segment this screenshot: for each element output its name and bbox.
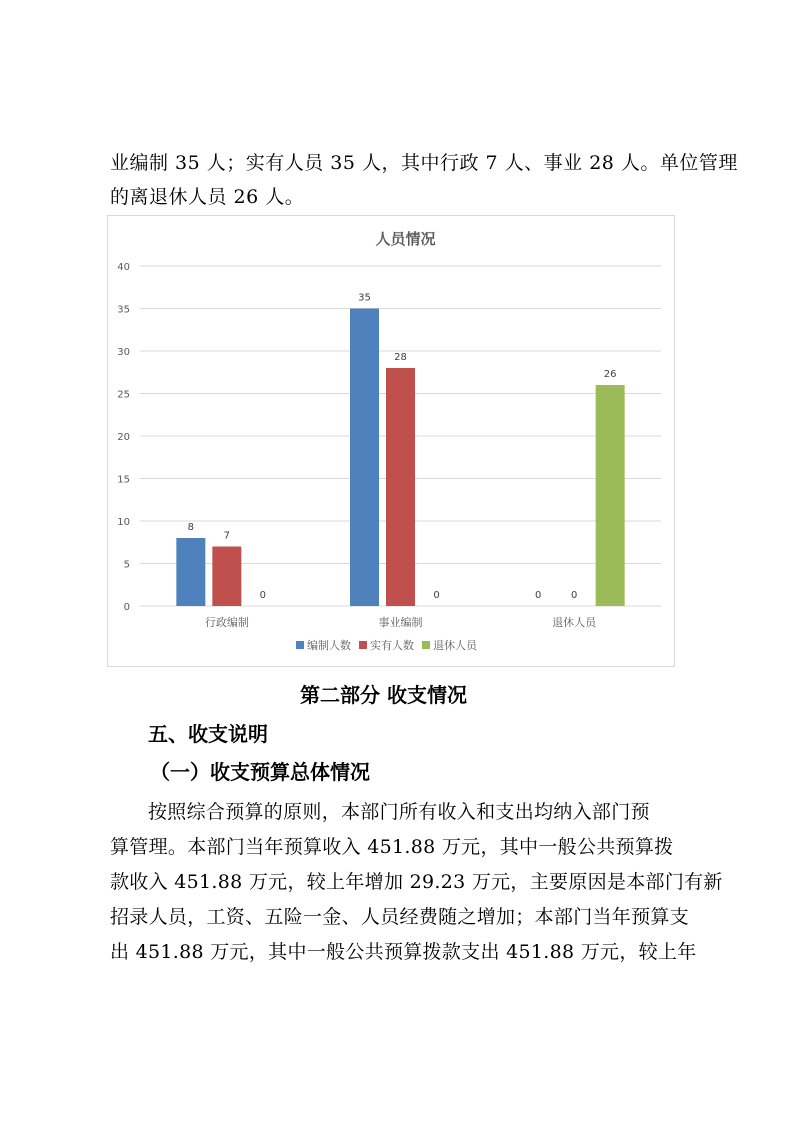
legend-swatch <box>296 641 304 649</box>
data-label: 7 <box>223 530 231 542</box>
data-label: 0 <box>534 590 542 601</box>
data-label: 0 <box>570 590 578 601</box>
data-label: 35 <box>358 292 371 304</box>
y-tick-label: 10 <box>117 517 130 528</box>
subsection-heading: （一）收支预算总体情况 <box>150 760 370 784</box>
data-label: 26 <box>603 369 617 380</box>
category-label: 行政编制 <box>204 616 249 629</box>
data-label: 8 <box>187 522 195 533</box>
y-tick-label: 15 <box>117 474 130 486</box>
legend-label: 退休人员 <box>433 639 477 652</box>
legend-swatch <box>422 641 430 649</box>
category-label: 事业编制 <box>378 616 423 629</box>
body-line: 款收入 451.88 万元，较上年增加 29.23 万元，主要原因是本部门有新 <box>110 871 723 893</box>
legend-swatch <box>359 641 367 649</box>
intro-line-2: 的离退休人员 26 人。 <box>110 186 305 208</box>
y-tick-label: 30 <box>117 347 130 358</box>
intro-paragraph <box>110 146 738 214</box>
y-tick-label: 25 <box>117 389 130 401</box>
body-line: 算管理。本部门当年预算收入 451.88 万元，其中一般公共预算拨 <box>110 836 674 858</box>
section-heading: 五、收支说明 <box>148 722 268 746</box>
legend-label: 编制人数 <box>307 639 351 652</box>
y-tick-label: 35 <box>117 304 130 316</box>
bar <box>596 385 625 606</box>
bar <box>386 368 415 606</box>
chart-svg <box>108 216 676 668</box>
data-label: 28 <box>394 352 407 363</box>
legend-label: 实有人数 <box>370 639 414 652</box>
bar <box>212 547 241 607</box>
y-tick-label: 5 <box>123 559 130 571</box>
y-tick-label: 0 <box>123 602 130 613</box>
body-line: 招录人员，工资、五险一金、人员经费随之增加；本部门当年预算支 <box>110 906 690 928</box>
bar <box>176 538 205 606</box>
chart-title: 人员情况 <box>375 230 436 248</box>
y-tick-label: 40 <box>117 262 130 273</box>
part-title: 第二部分 收支情况 <box>300 683 467 707</box>
body-line: 按照综合预算的原则，本部门所有收入和支出均纳入部门预 <box>148 801 650 823</box>
staff-chart <box>107 215 675 667</box>
data-label: 0 <box>259 590 267 601</box>
intro-line-1: 业编制 35 人；实有人员 35 人，其中行政 7 人、事业 28 人。单位管理 <box>110 152 738 174</box>
body-line: 出 451.88 万元，其中一般公共预算拨款支出 451.88 万元，较上年 <box>110 941 697 963</box>
data-label: 0 <box>433 590 440 601</box>
bar <box>350 309 379 607</box>
body-paragraph <box>110 795 723 970</box>
y-tick-label: 20 <box>117 432 130 443</box>
category-label: 退休人员 <box>552 616 597 629</box>
